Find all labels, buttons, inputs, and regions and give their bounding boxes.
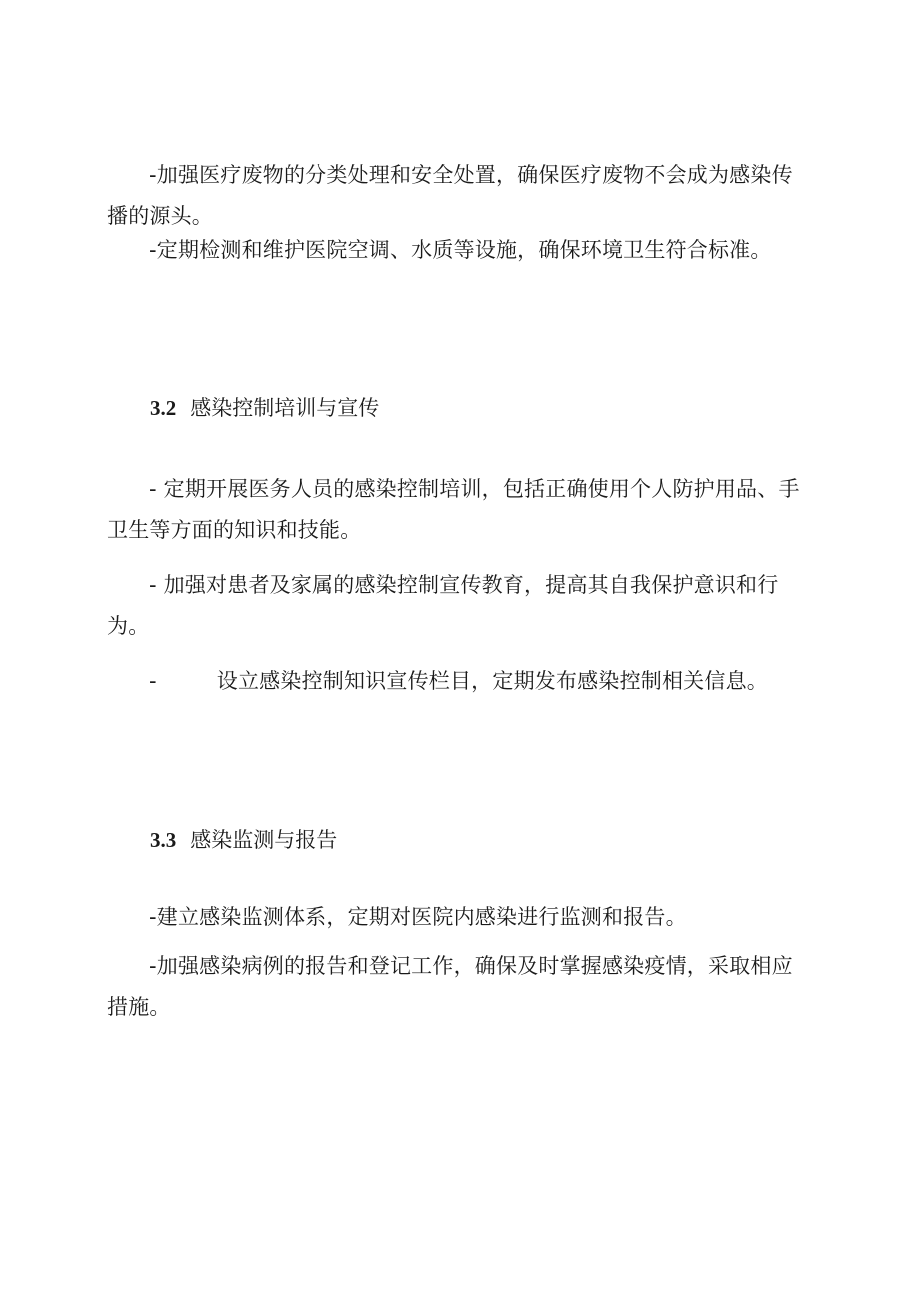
paragraph-patient-education: - 加强对患者及家属的感染控制宣传教育，提高其自我保护意识和行为。 [107, 573, 779, 638]
paragraph-surveillance-system: -建立感染监测体系，定期对医院内感染进行监测和报告。 [149, 905, 687, 929]
paragraph-case-reporting: -加强感染病例的报告和登记工作，确保及时掌握感染疫情，采取相应措施。 [107, 954, 793, 1019]
paragraph-facility-maintenance: -定期检测和维护医院空调、水质等设施，确保环境卫生符合标准。 [149, 238, 772, 262]
list-dash: - [149, 669, 157, 693]
paragraph-text: 设立感染控制知识宣传栏目，定期发布感染控制相关信息。 [216, 669, 768, 693]
paragraph-medical-waste: -加强医疗废物的分类处理和安全处置，确保医疗废物不会成为感染传播的源头。 [107, 163, 793, 228]
section-title: 感染控制培训与宣传 [190, 396, 380, 420]
section-heading-3-3 [150, 825, 337, 855]
paragraph-staff-training: - 定期开展医务人员的感染控制培训，包括正确使用个人防护用品、手卫生等方面的知识和技能。 [107, 477, 800, 542]
section-heading-3-2 [150, 393, 379, 423]
section-number: 3.3 [150, 828, 177, 852]
paragraph-publicity-column [107, 661, 807, 702]
section-number: 3.2 [150, 396, 177, 420]
section-title: 感染监测与报告 [190, 828, 338, 852]
